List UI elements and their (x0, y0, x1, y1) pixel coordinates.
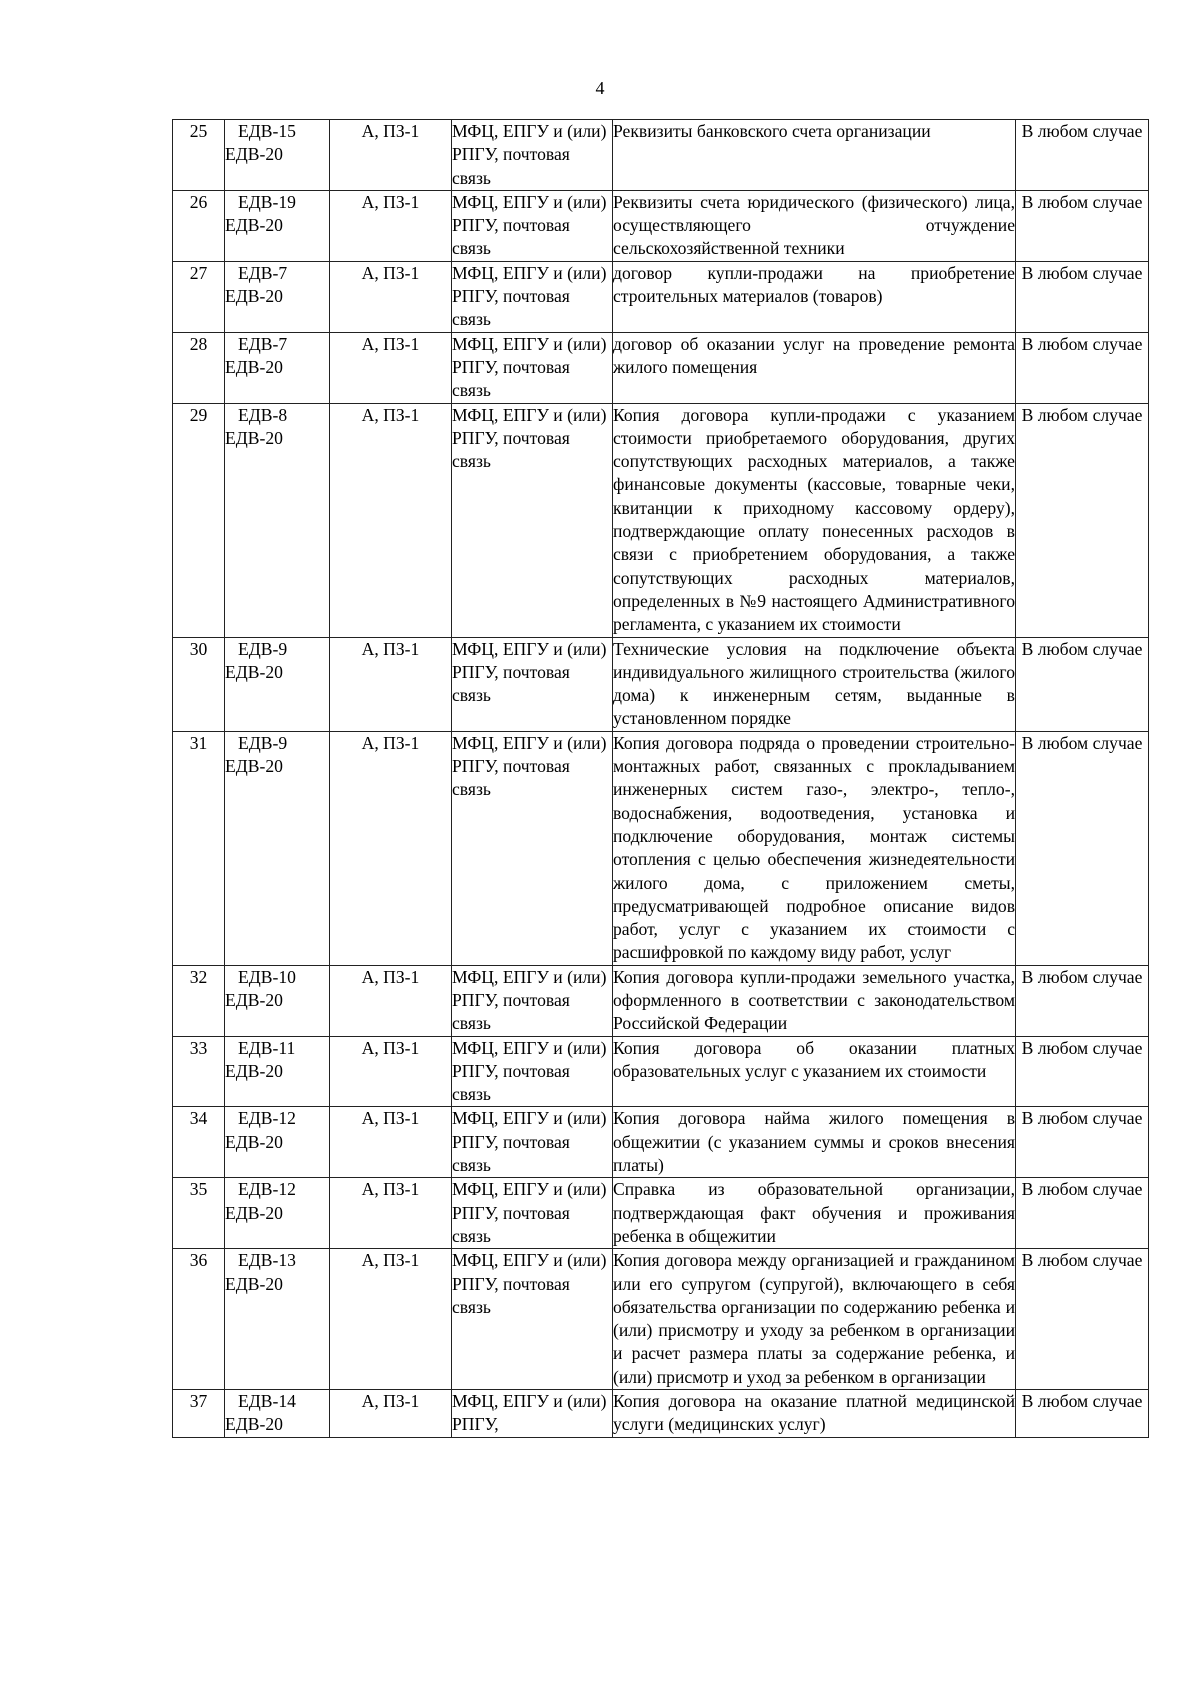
payment-code-cell (225, 120, 330, 191)
payment-code-secondary: ЕДВ-20 (225, 1273, 283, 1294)
row-number-cell: 30 (173, 637, 225, 731)
row-number-cell: 29 (173, 403, 225, 637)
payment-code-secondary: ЕДВ-20 (225, 215, 283, 236)
submission-condition-cell: В любом случае (1016, 332, 1149, 403)
document-description-cell: Реквизиты счета юридического (физического) лица, осуществляющего отчуждение сельскохозяйственной техники (613, 190, 1016, 261)
document-description-cell: Копия договора об оказании платных образовательных услуг с указанием их стоимости (613, 1036, 1016, 1107)
category-list-cell: А, ПЗ-1 (330, 965, 452, 1036)
submission-condition-cell: В любом случае (1016, 637, 1149, 731)
submission-condition-cell: В любом случае (1016, 190, 1149, 261)
category-list-cell: А, ПЗ-1 (330, 1107, 452, 1178)
table-row (173, 1107, 1149, 1178)
table-row (173, 731, 1149, 965)
category-list-cell: А, ПЗ-1 (330, 403, 452, 637)
payment-code-primary: ЕДВ-9 (238, 638, 288, 659)
payment-code-primary: ЕДВ-8 (238, 404, 288, 425)
payment-code-secondary: ЕДВ-20 (225, 756, 283, 777)
payment-code-secondary: ЕДВ-20 (225, 286, 283, 307)
document-description-cell: Копия договора подряда о проведении строительно-монтажных работ, связанных с прокладыванием инженерных систем газо-, электро-, тепло-, водоснабжения, водоотведения, установка и подключение оборудования, монтаж системы отопления с целью обеспечения жизнедеятельности жилого дома, с приложением сметы, предусматривающей подробное описание видов работ, услуг с указанием их стоимости с расшифровкой по каждому виду работ, услуг (613, 731, 1016, 965)
payment-code-cell (225, 332, 330, 403)
table-row (173, 190, 1149, 261)
row-number-cell: 25 (173, 120, 225, 191)
submission-channels-cell: МФЦ, ЕПГУ и (или) РПГУ, почтовая связь (452, 120, 613, 191)
payment-code-secondary: ЕДВ-20 (225, 1060, 283, 1081)
category-list-cell: А, ПЗ-1 (330, 1249, 452, 1390)
submission-condition-cell: В любом случае (1016, 1178, 1149, 1249)
row-number-cell: 26 (173, 190, 225, 261)
payment-code-secondary: ЕДВ-20 (225, 356, 283, 377)
documents-table-body (173, 120, 1149, 1438)
table-row (173, 1036, 1149, 1107)
payment-code-secondary: ЕДВ-20 (225, 1131, 283, 1152)
payment-code-primary: ЕДВ-15 (238, 121, 296, 141)
document-description-cell: Справка из образовательной организации, подтверждающая факт обучения и проживания ребенка в общежитии (613, 1178, 1016, 1249)
payment-code-cell (225, 1390, 330, 1438)
category-list-cell: А, ПЗ-1 (330, 1178, 452, 1249)
submission-condition-cell: В любом случае (1016, 1390, 1149, 1438)
submission-channels-cell: МФЦ, ЕПГУ и (или) РПГУ, почтовая связь (452, 261, 613, 332)
payment-code-primary: ЕДВ-7 (238, 333, 288, 354)
submission-channels-cell: МФЦ, ЕПГУ и (или) РПГУ, почтовая связь (452, 1107, 613, 1178)
submission-condition-cell: В любом случае (1016, 120, 1149, 191)
document-description-cell: Технические условия на подключение объекта индивидуального жилищного строительства (жилого дома) к инженерным сетям, выданные в установленном порядке (613, 637, 1016, 731)
row-number-cell: 27 (173, 261, 225, 332)
payment-code-primary: ЕДВ-13 (238, 1250, 296, 1271)
table-row (173, 403, 1149, 637)
document-description-cell: Копия договора на оказание платной медицинской услуги (медицинских услуг) (613, 1390, 1016, 1438)
submission-channels-cell: МФЦ, ЕПГУ и (или) РПГУ, почтовая связь (452, 190, 613, 261)
table-row (173, 261, 1149, 332)
submission-channels-cell: МФЦ, ЕПГУ и (или) РПГУ, почтовая связь (452, 1036, 613, 1107)
row-number-cell: 37 (173, 1390, 225, 1438)
payment-code-primary: ЕДВ-9 (238, 732, 288, 753)
page-number: 4 (595, 78, 605, 98)
category-list-cell: А, ПЗ-1 (330, 1390, 452, 1438)
category-list-cell: А, ПЗ-1 (330, 332, 452, 403)
payment-code-cell (225, 261, 330, 332)
submission-condition-cell: В любом случае (1016, 965, 1149, 1036)
payment-code-secondary: ЕДВ-20 (225, 427, 283, 448)
submission-channels-cell: МФЦ, ЕПГУ и (или) РПГУ, почтовая связь (452, 965, 613, 1036)
document-description-cell: договор купли-продажи на приобретение строительных материалов (товаров) (613, 261, 1016, 332)
document-description-cell: Копия договора между организацией и гражданином или его супругом (супругой), включающего в себя обязательства организации по содержанию ребенка и (или) присмотру и уходу за ребенком в организации и расчет размера платы за содержание ребенка, и (или) присмотр и уход за ребенком в организации (613, 1249, 1016, 1390)
payment-code-secondary: ЕДВ-20 (225, 1414, 283, 1435)
category-list-cell: А, ПЗ-1 (330, 731, 452, 965)
document-description-cell: Реквизиты банковского счета организации (613, 120, 1016, 191)
payment-code-cell (225, 190, 330, 261)
document-description-cell: Копия договора купли-продажи с указанием стоимости приобретаемого оборудования, других сопутствующих расходных материалов, а также финансовые документы (кассовые, товарные чеки, квитанции к приходному кассовому ордеру), подтверждающие оплату понесенных расходов в связи с приобретением оборудования, а также сопутствующих расходных материалов, определенных в №9 настоящего Административного регламента, с указанием их стоимости (613, 403, 1016, 637)
payment-code-cell (225, 403, 330, 637)
submission-condition-cell: В любом случае (1016, 731, 1149, 965)
category-list-cell: А, ПЗ-1 (330, 637, 452, 731)
table-row (173, 332, 1149, 403)
document-description-cell: Копия договора купли-продажи земельного участка, оформленного в соответствии с законодательством Российской Федерации (613, 965, 1016, 1036)
row-number-cell: 28 (173, 332, 225, 403)
payment-code-secondary: ЕДВ-20 (225, 144, 283, 165)
submission-channels-cell: МФЦ, ЕПГУ и (или) РПГУ, почтовая связь (452, 1249, 613, 1390)
submission-condition-cell: В любом случае (1016, 1036, 1149, 1107)
table-row (173, 965, 1149, 1036)
document-description-cell: договор об оказании услуг на проведение ремонта жилого помещения (613, 332, 1016, 403)
submission-channels-cell: МФЦ, ЕПГУ и (или) РПГУ, почтовая связь (452, 332, 613, 403)
table-row (173, 120, 1149, 191)
payment-code-cell (225, 731, 330, 965)
row-number-cell: 35 (173, 1178, 225, 1249)
table-row (173, 637, 1149, 731)
payment-code-cell (225, 1036, 330, 1107)
payment-code-cell (225, 965, 330, 1036)
payment-code-primary: ЕДВ-7 (238, 262, 288, 283)
payment-code-cell (225, 1107, 330, 1178)
submission-condition-cell: В любом случае (1016, 403, 1149, 637)
submission-channels-cell: МФЦ, ЕПГУ и (или) РПГУ, почтовая связь (452, 731, 613, 965)
payment-code-cell (225, 1249, 330, 1390)
payment-code-secondary: ЕДВ-20 (225, 1202, 283, 1223)
submission-channels-cell: МФЦ, ЕПГУ и (или) РПГУ, почтовая связь (452, 1178, 613, 1249)
submission-condition-cell: В любом случае (1016, 1249, 1149, 1390)
payment-code-primary: ЕДВ-19 (238, 191, 296, 212)
payment-code-primary: ЕДВ-12 (238, 1179, 296, 1200)
payment-code-secondary: ЕДВ-20 (225, 661, 283, 682)
payment-code-primary: ЕДВ-14 (238, 1391, 296, 1412)
table-row (173, 1249, 1149, 1390)
submission-channels-cell: МФЦ, ЕПГУ и (или) РПГУ, почтовая связь (452, 403, 613, 637)
payment-code-primary: ЕДВ-12 (238, 1108, 296, 1129)
category-list-cell: А, ПЗ-1 (330, 120, 452, 191)
row-number-cell: 32 (173, 965, 225, 1036)
category-list-cell: А, ПЗ-1 (330, 190, 452, 261)
table-row (173, 1178, 1149, 1249)
payment-code-primary: ЕДВ-10 (238, 966, 296, 987)
documents-table (172, 119, 1149, 1438)
category-list-cell: А, ПЗ-1 (330, 261, 452, 332)
category-list-cell: А, ПЗ-1 (330, 1036, 452, 1107)
row-number-cell: 36 (173, 1249, 225, 1390)
row-number-cell: 31 (173, 731, 225, 965)
payment-code-cell (225, 1178, 330, 1249)
row-number-cell: 33 (173, 1036, 225, 1107)
document-description-cell: Копия договора найма жилого помещения в общежитии (с указанием суммы и сроков внесения платы) (613, 1107, 1016, 1178)
submission-condition-cell: В любом случае (1016, 261, 1149, 332)
submission-condition-cell: В любом случае (1016, 1107, 1149, 1178)
row-number-cell: 34 (173, 1107, 225, 1178)
submission-channels-cell: МФЦ, ЕПГУ и (или) РПГУ, почтовая связь (452, 637, 613, 731)
table-row (173, 1390, 1149, 1438)
payment-code-primary: ЕДВ-11 (238, 1037, 296, 1058)
submission-channels-cell: МФЦ, ЕПГУ и (или) РПГУ, (452, 1390, 613, 1438)
payment-code-cell (225, 637, 330, 731)
payment-code-secondary: ЕДВ-20 (225, 989, 283, 1010)
